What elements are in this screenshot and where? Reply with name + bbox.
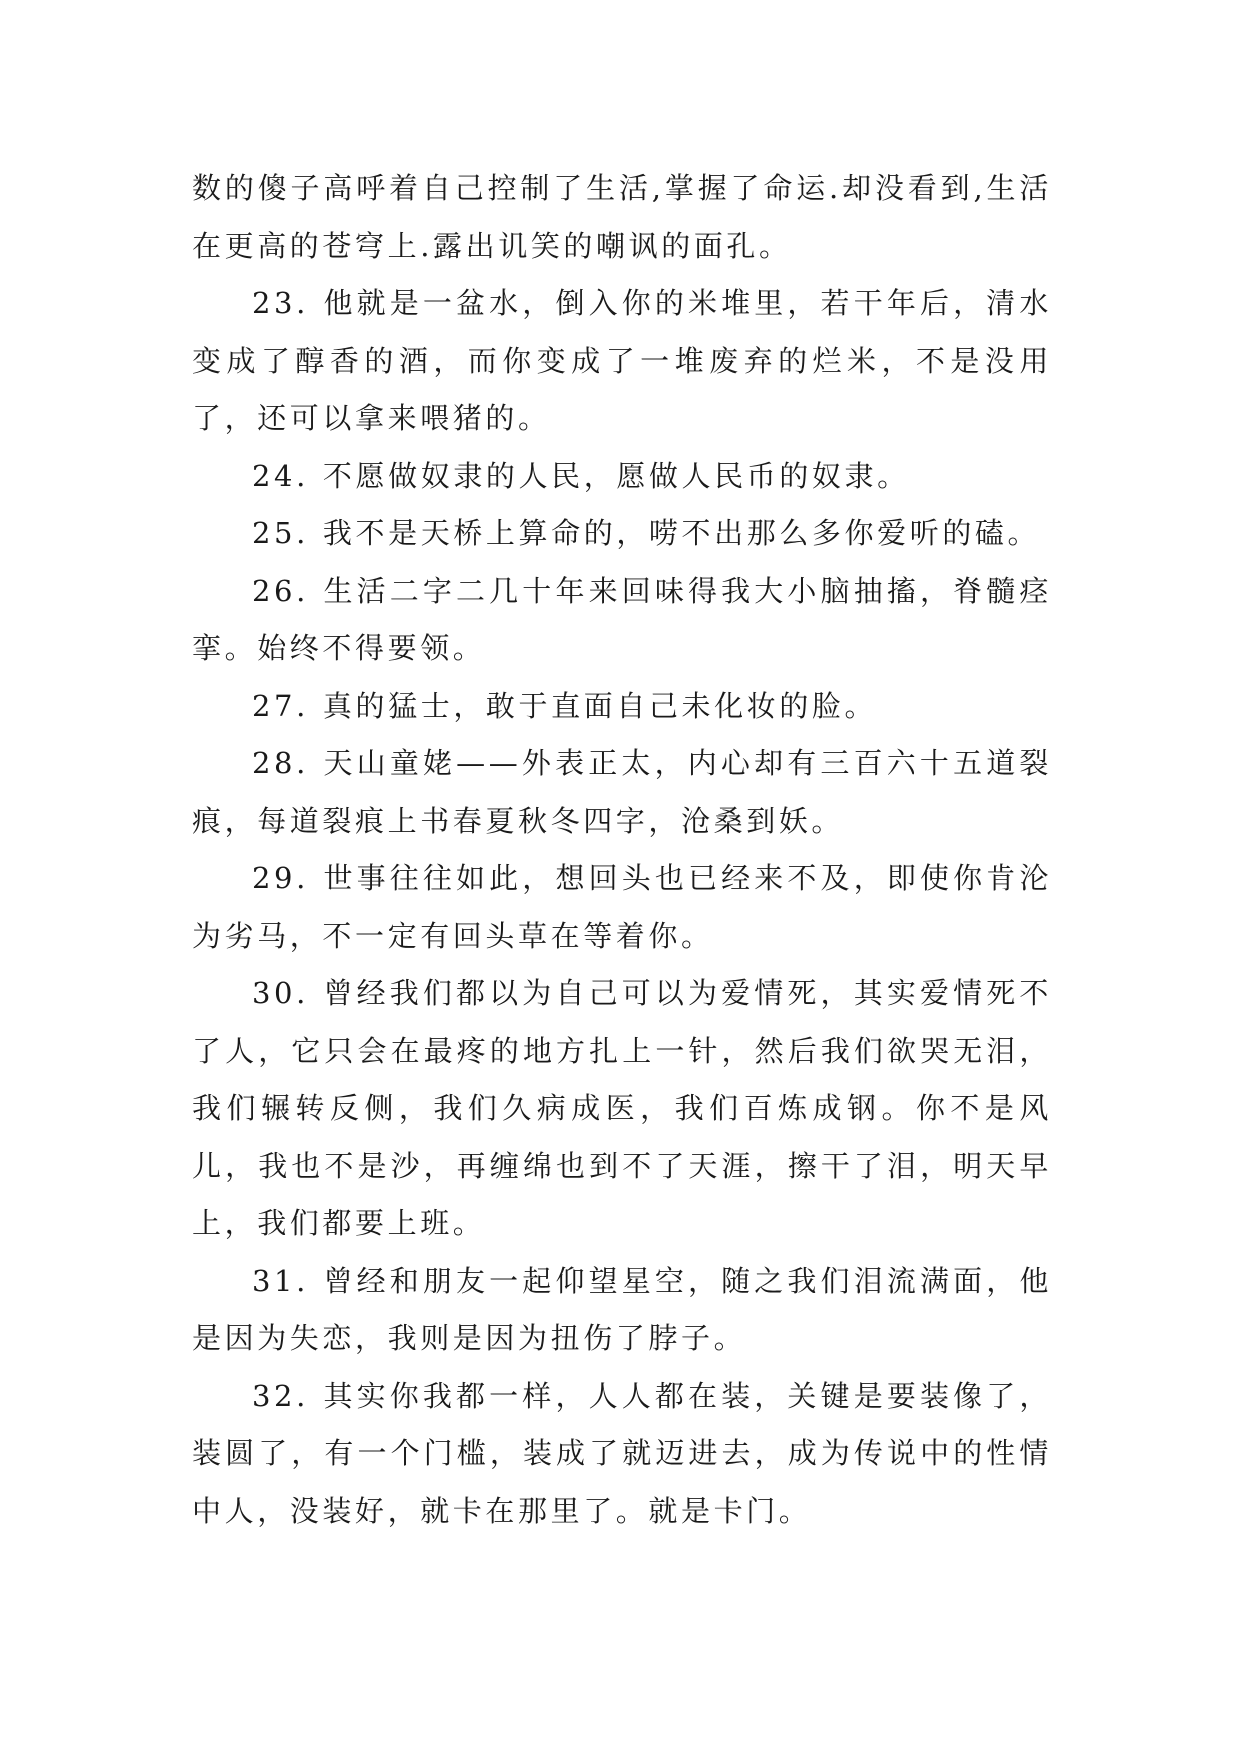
paragraph-number: 27.: [252, 688, 309, 723]
paragraph-number: 28.: [252, 746, 309, 780]
paragraph-24: [192, 448, 1052, 506]
paragraph-text: 其实你我都一样，人人都在装，关键是要装像了，装圆了，有一个门槛，装成了就迈进去，成为传说中的性情中人，没装好，就卡在那里了。就是卡门。: [192, 1378, 1052, 1528]
paragraph-text: 曾经和朋友一起仰望星空，随之我们泪流满面，他是因为失恋，我则是因为扭伤了脖子。: [192, 1263, 1052, 1355]
paragraph-text: 不愿做奴隶的人民，愿做人民币的奴隶。: [322, 458, 910, 493]
paragraph-text: 真的猛士，敢于直面自己未化妆的脸。: [322, 688, 878, 723]
paragraph-text: 曾经我们都以为自己可以为爱情死，其实爱情死不了人，它只会在最疼的地方扎上一针，然后我们欲哭无泪，我们辗转反侧，我们久病成医，我们百炼成钢。你不是风儿，我也不是沙，再缠绵也到不了天涯，擦干了泪，明天早上，我们都要上班。: [192, 976, 1052, 1240]
paragraph-28: [192, 735, 1052, 850]
paragraph-text: 生活二字二几十年来回味得我大小脑抽搐，脊髓痉挛。始终不得要领。: [192, 573, 1052, 665]
paragraph-number: 26.: [252, 573, 309, 608]
paragraph-26: [192, 563, 1052, 678]
paragraph-number: 31.: [252, 1263, 309, 1298]
paragraph-31: [192, 1253, 1052, 1368]
paragraph-number: 29.: [252, 861, 309, 895]
paragraph-30: [192, 965, 1052, 1253]
paragraph-text: 他就是一盆水，倒入你的米堆里，若干年后，清水变成了醇香的酒，而你变成了一堆废弃的烂米，不是没用了，还可以拿来喂猪的。: [192, 286, 1052, 435]
paragraph-number: 25.: [252, 516, 309, 550]
paragraph-27: [192, 678, 1052, 736]
paragraph-number: 24.: [252, 458, 309, 493]
paragraph-number: 32.: [252, 1378, 309, 1413]
paragraph-text: 我不是天桥上算命的，唠不出那么多你爱听的磕。: [322, 516, 1041, 550]
paragraph-29: [192, 850, 1052, 965]
paragraph-23: [192, 275, 1052, 448]
paragraph-number: 30.: [252, 976, 309, 1010]
paragraph-25: [192, 505, 1052, 563]
paragraph-text: 天山童姥——外表正太，内心却有三百六十五道裂痕，每道裂痕上书春夏秋冬四字，沧桑到妖。: [192, 746, 1052, 838]
paragraph-text: 数的傻子高呼着自己控制了生活,掌握了命运.却没看到,生活在更高的苍穹上.露出讥笑的嘲讽的面孔。: [192, 171, 1052, 263]
paragraph-text: 世事往往如此，想回头也已经来不及，即使你肯沦为劣马，不一定有回头草在等着你。: [192, 861, 1052, 953]
paragraph-32: [192, 1368, 1052, 1541]
paragraph-continuation: [192, 160, 1052, 275]
document-body: [192, 160, 1052, 1540]
paragraph-number: 23.: [252, 286, 309, 320]
